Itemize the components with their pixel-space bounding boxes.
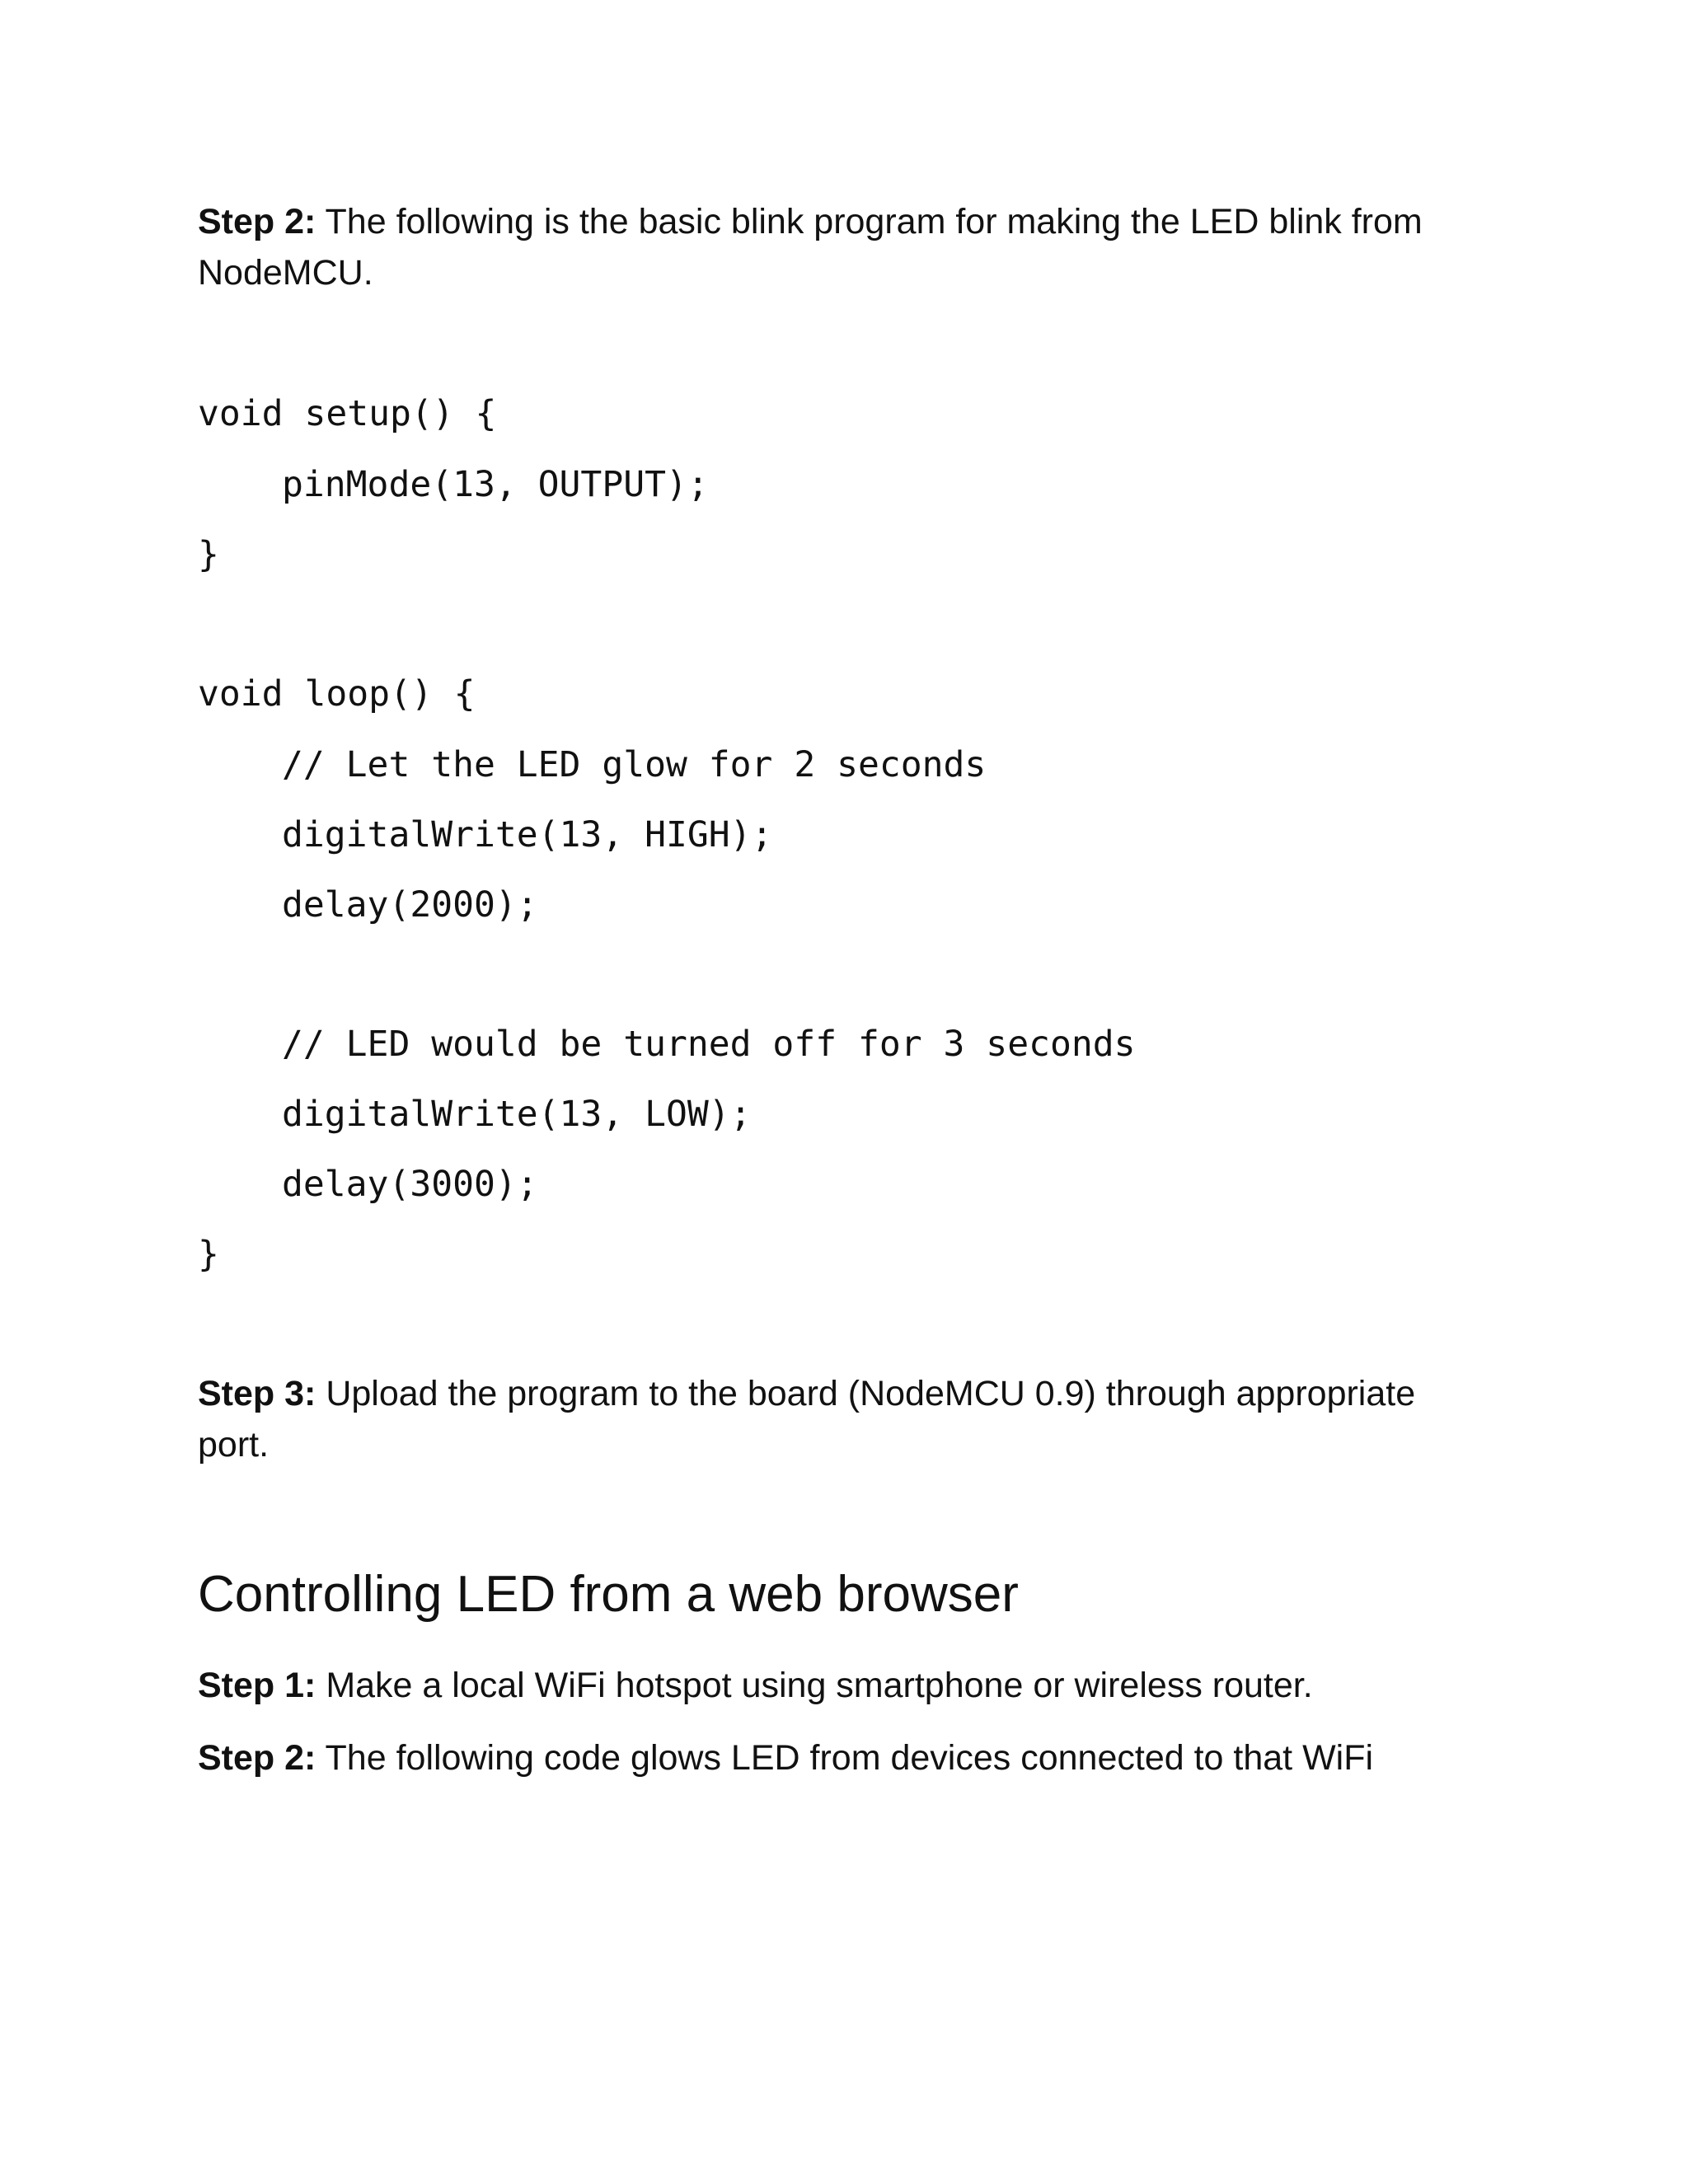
code-line: void loop() {: [198, 673, 476, 715]
code-comment: // LED would be turned off for 3 seconds: [282, 1024, 1136, 1065]
code-line: delay(3000);: [282, 1164, 538, 1205]
step-text: Make a local WiFi hotspot using smartphone or wireless router.: [316, 1666, 1313, 1705]
code-line: }: [198, 534, 219, 575]
code-line: }: [198, 1234, 219, 1275]
step-label: Step 2:: [198, 202, 316, 241]
step-label: Step 3:: [198, 1374, 316, 1413]
code-comment: // Let the LED glow for 2 seconds: [282, 744, 987, 785]
step-text: The following is the basic blink program for making the LED blink from NodeMCU.: [198, 202, 1423, 293]
code-line: digitalWrite(13, LOW);: [282, 1094, 752, 1135]
step-text: The following code glows LED from devices connected to that WiFi: [316, 1738, 1374, 1778]
code-line: void setup() {: [198, 393, 497, 434]
code-line: digitalWrite(13, HIGH);: [282, 814, 773, 855]
section-heading: Controlling LED from a web browser: [198, 1566, 1019, 1623]
code-line: pinMode(13, OUTPUT);: [282, 464, 709, 505]
code-line: delay(2000);: [282, 884, 538, 926]
section-step1-paragraph: [198, 1660, 1467, 1711]
step2-intro-paragraph: [198, 196, 1467, 298]
step-text: Upload the program to the board (NodeMCU 0.9) through appropriate port.: [198, 1374, 1416, 1465]
step-label: Step 1:: [198, 1666, 316, 1705]
step-label: Step 2:: [198, 1738, 316, 1778]
step3-paragraph: [198, 1368, 1467, 1470]
section-step2-paragraph: [198, 1732, 1467, 1783]
